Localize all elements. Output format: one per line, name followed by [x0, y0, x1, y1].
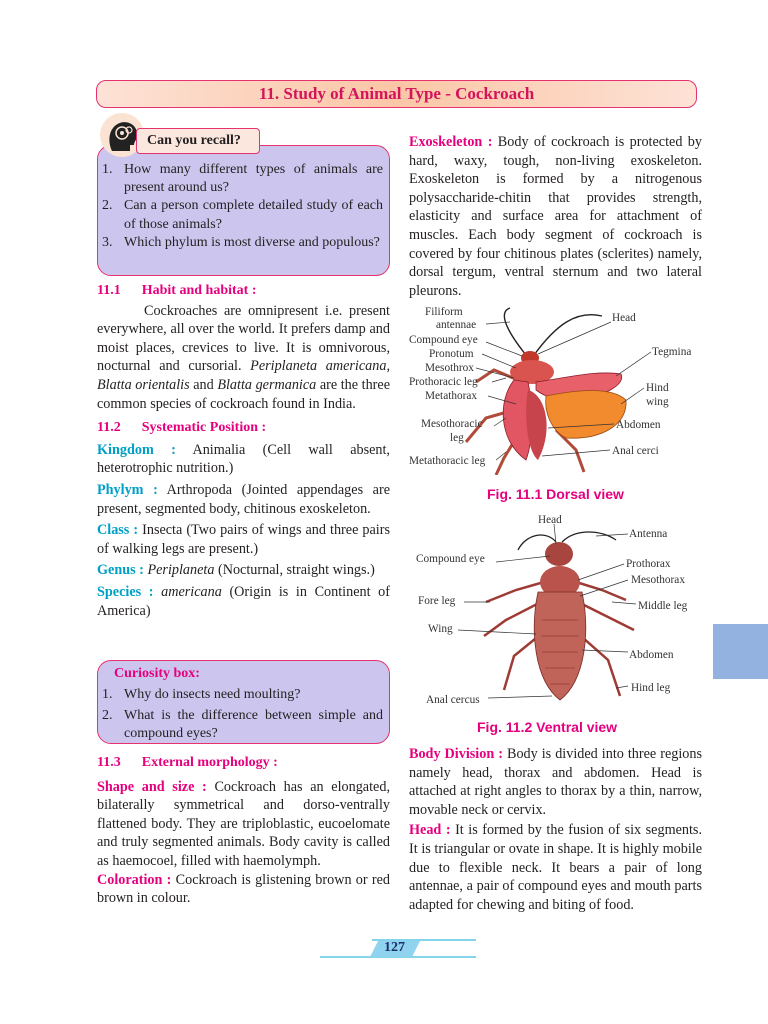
- label-head: Head: [538, 514, 562, 526]
- label-wing: Wing: [428, 623, 453, 635]
- figure-dorsal-view: [406, 300, 706, 475]
- label-compound-eye: Compound eye: [416, 553, 485, 565]
- head-paragraph: Head : It is formed by the fusion of six segments. It is triangular or ovate in shape. It is highly mobile due to flexible neck. It bears a pair of long antennae, a pair of compound eyes and mouth parts adapted for chewing and biting of food.: [409, 822, 702, 913]
- section-heading-systematic: 11.2 Systematic Position :: [97, 420, 267, 436]
- section-heading-habit: 11.1 Habit and habitat :: [97, 283, 257, 298]
- chapter-side-tab: [713, 624, 768, 679]
- list-item: 1. How many different types of animals are present around us?: [102, 162, 383, 196]
- label-leg: leg: [450, 432, 464, 444]
- label-antennae: antennae: [436, 319, 477, 331]
- label-wing: wing: [646, 396, 669, 408]
- exoskeleton-paragraph: Exoskeleton : Body of cockroach is protected by hard, waxy, tough, non-living exoskeleton. Exoskeleton is formed by a nitrogenous polysaccharide-chitin that provides strength, elasticity and surface area for attachment of muscles. Each body segment of cockroach is covered by four chitinous plates (sclerites) namely, dorsal tergum, ventral sternum and two lateral pleurons.: [409, 134, 702, 299]
- genus-paragraph: Genus : Periplaneta (Nocturnal, straight wings.): [97, 562, 375, 579]
- label-tegmina: Tegmina: [652, 346, 692, 358]
- label-compound-eye: Compound eye: [409, 334, 478, 346]
- label-hind-leg: Hind leg: [631, 682, 671, 694]
- left-column: [97, 282, 390, 620]
- label-abdomen: Abdomen: [629, 649, 674, 661]
- label-prothoracic-leg: Prothoracic leg: [409, 376, 478, 388]
- list-item: 2. What is the difference between simple and compound eyes?: [102, 708, 383, 742]
- paragraph-habit: Cockroaches are omnipresent i.e. present everywhere, all over the world. It prefers damp and moist places, crevices to live. It is omnivorous, nocturnal and cursorial. Periplaneta americana, Blatta orientalis and Blatta germanica are the three common species of cockroach found in India.: [97, 302, 390, 412]
- label-head: Head: [612, 312, 636, 324]
- label-mesothrox: Mesothrox: [425, 362, 474, 374]
- chapter-title: 11. Study of Animal Type - Cockroach: [258, 84, 535, 103]
- label-middle-leg: Middle leg: [638, 600, 688, 612]
- label-prothorax: Prothorax: [626, 558, 671, 570]
- label-anal-cerci: Anal cerci: [612, 445, 659, 457]
- right-column-bottom: [409, 745, 702, 914]
- figure-caption-dorsal: Fig. 11.1 Dorsal view: [487, 486, 624, 502]
- label-antenna: Antenna: [629, 528, 668, 540]
- body-division-paragraph: Body Division : Body is divided into three regions namely head, thorax and abdomen. Head is attached at right angles to thorax by a thin, narrow, movable neck or cervix.: [409, 746, 702, 818]
- figure-caption-ventral: Fig. 11.2 Ventral view: [477, 719, 618, 735]
- curiosity-heading: Curiosity box:: [114, 666, 200, 681]
- label-fore-leg: Fore leg: [418, 595, 456, 607]
- label-anal-cercus: Anal cercus: [426, 694, 480, 706]
- page-number: 127: [384, 940, 405, 955]
- shape-paragraph: Shape and size : Cockroach has an elongated, bilaterally symmetrical and dorso-ventrally flattened body. They are triploblastic, eucoelomate and truly segmented animals. Body cavity is called as haemocoel, filled with haemolymph.: [97, 778, 390, 869]
- label-abdomen: Abdomen: [616, 419, 661, 431]
- label-filiform: Filiform: [425, 306, 463, 318]
- species-paragraph: Species : americana (Origin is in Continent of America): [97, 583, 390, 619]
- label-metathoracic-leg: Metathoracic leg: [409, 455, 486, 467]
- external-morphology: [97, 754, 390, 908]
- phylum-paragraph: Phylym : Arthropoda (Jointed appendages are present, segmented body, chitinous exoskeleton.: [97, 481, 391, 517]
- label-metathorax: Metathorax: [425, 390, 478, 402]
- kingdom-paragraph: Kingdom : Animalia (Cell wall absent, heterotrophic nutrition.): [97, 441, 390, 477]
- recall-box: [97, 145, 390, 276]
- label-mesothoracic: Mesothoracic: [421, 418, 483, 430]
- label-pronotum: Pronotum: [429, 348, 474, 360]
- label-mesothorax: Mesothorax: [631, 574, 685, 586]
- recall-heading: Can you recall?: [136, 128, 260, 154]
- coloration-paragraph: Coloration : Cockroach is glistening brown or red brown in colour.: [97, 871, 390, 907]
- page-number-badge: [320, 939, 476, 959]
- label-hind: Hind: [646, 382, 669, 394]
- chapter-title-bar: [96, 80, 697, 108]
- figure-ventral-view: [406, 510, 706, 710]
- list-item: 1. Why do insects need moulting?: [102, 687, 301, 702]
- class-paragraph: Class : Insecta (Two pairs of wings and three pairs of walking legs are present.): [97, 522, 390, 557]
- section-heading-external: 11.3 External morphology :: [97, 755, 278, 770]
- list-item: 2. Can a person complete detailed study of each of those animals?: [102, 198, 383, 232]
- list-item: 3. Which phylum is most diverse and populous?: [102, 234, 380, 250]
- curiosity-box: [97, 660, 390, 744]
